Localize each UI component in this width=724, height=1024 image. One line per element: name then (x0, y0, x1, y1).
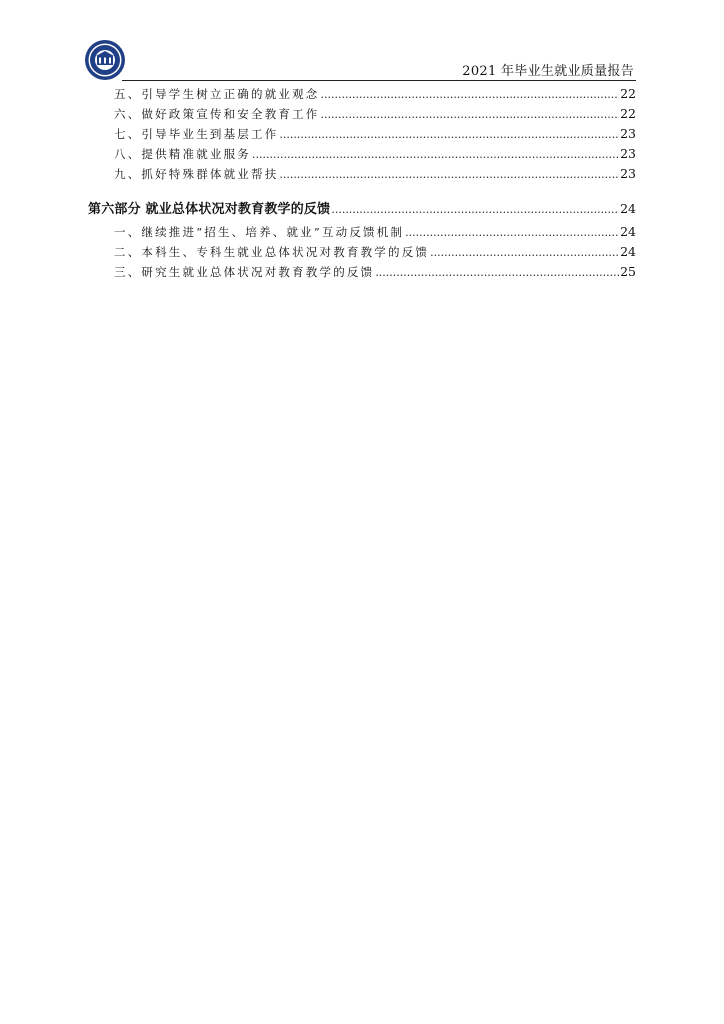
toc-leader (321, 88, 620, 101)
toc-page-number: 23 (620, 166, 636, 181)
toc-entry[interactable] (88, 166, 636, 186)
header-title: 2021 年毕业生就业质量报告 (462, 64, 634, 79)
toc-page-number: 22 (620, 86, 636, 101)
table-of-contents (88, 86, 636, 284)
toc-page-number: 24 (620, 224, 636, 239)
toc-entry[interactable] (88, 106, 636, 126)
toc-page-number: 23 (620, 126, 636, 141)
toc-entry-title: 七、引导毕业生到基层工作 (114, 127, 279, 141)
toc-leader (252, 148, 619, 161)
toc-entry-title: 五、引导学生树立正确的就业观念 (114, 87, 320, 101)
toc-leader (279, 168, 619, 181)
toc-entry-title: 八、提供精准就业服务 (114, 147, 251, 161)
university-seal-icon (84, 39, 126, 81)
toc-entry[interactable] (88, 126, 636, 146)
toc-leader (331, 203, 619, 216)
toc-page-number: 25 (620, 264, 636, 279)
toc-leader (279, 128, 619, 141)
toc-leader (430, 246, 619, 259)
toc-entry-title: 三、研究生就业总体状况对教育教学的反馈 (114, 265, 375, 279)
toc-page-number: 22 (620, 106, 636, 121)
toc-entry-title: 二、本科生、专科生就业总体状况对教育教学的反馈 (114, 245, 430, 259)
toc-page-number: 24 (620, 244, 636, 259)
toc-entry[interactable] (88, 86, 636, 106)
toc-entry-title: 一、继续推进“招生、培养、就业”互动反馈机制 (114, 225, 405, 239)
toc-page-number: 24 (620, 201, 636, 216)
toc-leader (405, 226, 619, 239)
toc-entry[interactable] (88, 244, 636, 264)
toc-entry[interactable] (88, 146, 636, 166)
toc-part-heading[interactable] (88, 198, 636, 218)
toc-entry-title: 六、做好政策宣传和安全教育工作 (114, 107, 320, 121)
toc-entry-title: 九、抓好特殊群体就业帮扶 (114, 167, 279, 181)
toc-leader (321, 108, 620, 121)
toc-entry[interactable] (88, 224, 636, 244)
header-divider (122, 80, 636, 81)
toc-page-number: 23 (620, 146, 636, 161)
toc-part-title: 第六部分 就业总体状况对教育教学的反馈 (88, 202, 331, 217)
toc-leader (375, 266, 619, 279)
toc-entry[interactable] (88, 264, 636, 284)
